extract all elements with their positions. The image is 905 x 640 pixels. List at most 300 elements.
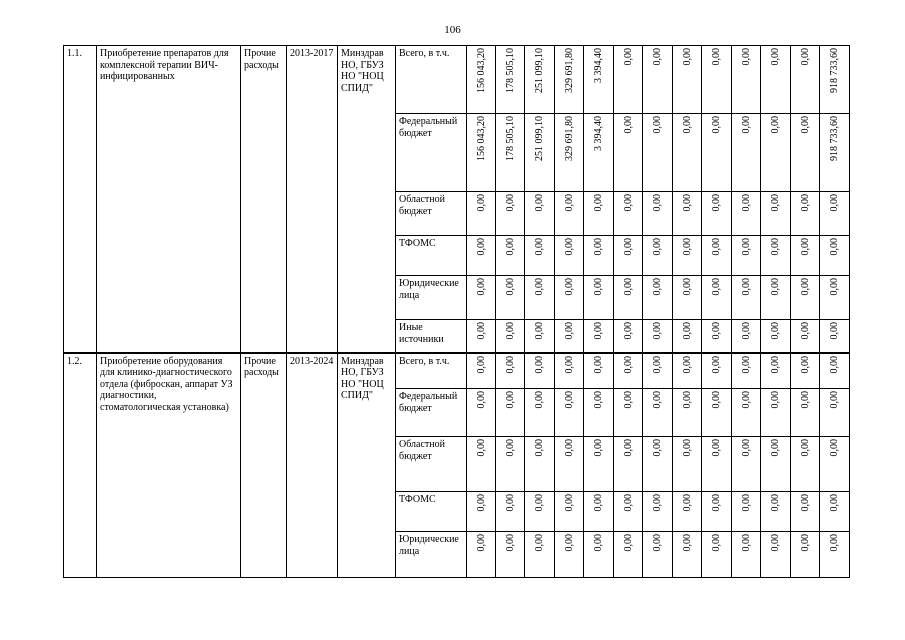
amount-value: 0,00: [711, 322, 722, 340]
amount-cell: [673, 236, 702, 276]
amount-value: 0,00: [504, 494, 516, 512]
amount-cell: [761, 389, 791, 437]
amount-cell: [496, 532, 525, 578]
amount-cell: [614, 389, 643, 437]
amount-value: 0,00: [681, 355, 693, 373]
amount-cell: [702, 353, 732, 389]
amount-value: 0,00: [681, 391, 693, 409]
amount-value: 0,00: [622, 391, 634, 409]
amount-cell: [467, 320, 496, 353]
amount-value: 0,00: [799, 194, 811, 212]
amount-cell: [791, 320, 820, 353]
amount-value: 0,00: [475, 534, 487, 552]
amount-cell: [584, 492, 614, 532]
amount-value: 0,00: [622, 534, 634, 552]
executor: Минздрав НО, ГБУЗ НО "НОЦ СПИД": [338, 46, 396, 353]
amount-value: 0,00: [829, 322, 840, 340]
amount-value: 0,00: [740, 494, 752, 512]
amount-value: 0,00: [770, 116, 781, 134]
amount-value: 0,00: [652, 238, 663, 256]
amount-value: 0,00: [799, 238, 811, 256]
amount-value: 251 099,10: [534, 48, 545, 93]
funding-source-label: Юридические лица: [396, 276, 467, 320]
period: 2013-2017: [287, 46, 338, 353]
amount-cell: [732, 46, 761, 114]
amount-cell: [643, 532, 673, 578]
amount-value: 0,00: [504, 322, 516, 340]
funding-source-label: Юридические лица: [396, 532, 467, 578]
amount-value: 0,00: [622, 322, 634, 340]
table-row: [64, 46, 850, 114]
amount-value: 0,00: [534, 322, 545, 340]
amount-cell: [732, 389, 761, 437]
amount-value: 0,00: [829, 439, 840, 457]
amount-value: 0,00: [622, 48, 634, 66]
amount-cell: [584, 353, 614, 389]
amount-value: 0,00: [563, 238, 575, 256]
amount-value: 0,00: [681, 278, 693, 296]
amount-cell: [467, 276, 496, 320]
amount-cell: [555, 320, 584, 353]
amount-value: 0,00: [504, 278, 516, 296]
amount-cell: [496, 353, 525, 389]
amount-cell: [673, 437, 702, 492]
amount-value: 0,00: [711, 439, 722, 457]
amount-value: 0,00: [799, 116, 811, 134]
amount-cell: [732, 320, 761, 353]
amount-value: 0,00: [740, 534, 752, 552]
amount-cell: [496, 276, 525, 320]
amount-value: 0,00: [563, 534, 575, 552]
amount-cell: [761, 192, 791, 236]
table-row: [64, 353, 850, 389]
amount-value: 0,00: [829, 194, 840, 212]
amount-value: 0,00: [799, 391, 811, 409]
amount-value: 918 733,60: [829, 116, 840, 161]
amount-value: 0,00: [829, 534, 840, 552]
amount-cell: [702, 492, 732, 532]
amount-value: 0,00: [652, 278, 663, 296]
amount-value: 0,00: [681, 194, 693, 212]
amount-value: 0,00: [799, 48, 811, 66]
funding-source-label: ТФОМС: [396, 492, 467, 532]
amount-value: 0,00: [829, 238, 840, 256]
amount-value: 0,00: [652, 534, 663, 552]
amount-value: 0,00: [563, 278, 575, 296]
amount-value: 156 043,20: [475, 48, 487, 93]
funding-source-label: Федеральный бюджет: [396, 114, 467, 192]
amount-cell: [791, 437, 820, 492]
amount-value: 0,00: [829, 391, 840, 409]
amount-cell: [643, 389, 673, 437]
amount-cell: [820, 276, 850, 320]
amount-value: 0,00: [740, 194, 752, 212]
amount-value: 0,00: [740, 355, 752, 373]
period: 2013-2024: [287, 353, 338, 578]
amount-value: 0,00: [829, 494, 840, 512]
amount-value: 0,00: [475, 391, 487, 409]
amount-cell: [791, 276, 820, 320]
amount-value: 0,00: [475, 494, 487, 512]
amount-value: 0,00: [829, 278, 840, 296]
amount-cell: [732, 437, 761, 492]
amount-value: 0,00: [799, 322, 811, 340]
amount-value: 0,00: [770, 494, 781, 512]
amount-cell: [525, 492, 555, 532]
funding-source-label: Иные источники: [396, 320, 467, 353]
amount-cell: [702, 236, 732, 276]
amount-value: 0,00: [534, 494, 545, 512]
amount-cell: [584, 389, 614, 437]
amount-value: 0,00: [652, 439, 663, 457]
amount-cell: [525, 192, 555, 236]
amount-value: 0,00: [652, 194, 663, 212]
amount-value: 0,00: [504, 238, 516, 256]
amount-cell: [584, 532, 614, 578]
amount-value: 0,00: [622, 238, 634, 256]
amount-value: 0,00: [475, 238, 487, 256]
amount-cell: [761, 437, 791, 492]
amount-value: 0,00: [652, 116, 663, 134]
amount-value: 156 043,20: [475, 116, 487, 161]
amount-value: 0,00: [740, 322, 752, 340]
funding-source-label: Всего, в т.ч.: [396, 46, 467, 114]
amount-value: 0,00: [770, 439, 781, 457]
amount-value: 0,00: [681, 534, 693, 552]
amount-cell: [614, 532, 643, 578]
amount-cell: [614, 236, 643, 276]
amount-value: 0,00: [770, 322, 781, 340]
amount-value: 0,00: [563, 391, 575, 409]
amount-cell: [820, 320, 850, 353]
amount-cell: [820, 192, 850, 236]
amount-cell: [496, 492, 525, 532]
amount-value: 918 733,60: [829, 48, 840, 93]
amount-cell: [614, 46, 643, 114]
amount-cell: [614, 192, 643, 236]
amount-cell: [584, 192, 614, 236]
amount-value: 0,00: [652, 48, 663, 66]
activity-name: Приобретение оборудования для клинико-диагностического отдела (фиброскан, аппарат УЗ диагностики, стоматологическая установка): [97, 353, 241, 578]
amount-cell: [761, 46, 791, 114]
amount-cell: [791, 389, 820, 437]
amount-cell: [702, 532, 732, 578]
funding-source-label: Всего, в т.ч.: [396, 353, 467, 389]
amount-value: 0,00: [711, 494, 722, 512]
amount-cell: [555, 437, 584, 492]
amount-cell: [761, 532, 791, 578]
amount-cell: [791, 236, 820, 276]
amount-value: 0,00: [770, 355, 781, 373]
amount-cell: [555, 276, 584, 320]
amount-cell: [732, 353, 761, 389]
amount-value: 0,00: [622, 194, 634, 212]
funding-source-label: Федеральный бюджет: [396, 389, 467, 437]
amount-value: 0,00: [534, 238, 545, 256]
amount-value: 329 691,80: [563, 116, 575, 161]
amount-cell: [584, 320, 614, 353]
amount-value: 178 505,10: [504, 116, 516, 161]
amount-value: 0,00: [799, 278, 811, 296]
amount-cell: [732, 532, 761, 578]
amount-cell: [820, 236, 850, 276]
amount-cell: [467, 532, 496, 578]
amount-cell: [614, 492, 643, 532]
amount-value: 0,00: [622, 355, 634, 373]
amount-cell: [820, 532, 850, 578]
amount-value: 0,00: [593, 194, 604, 212]
amount-cell: [496, 389, 525, 437]
amount-cell: [702, 114, 732, 192]
amount-value: 0,00: [681, 494, 693, 512]
amount-cell: [791, 114, 820, 192]
amount-cell: [643, 46, 673, 114]
amount-cell: [525, 389, 555, 437]
amount-value: 0,00: [740, 391, 752, 409]
amount-value: 0,00: [711, 238, 722, 256]
amount-cell: [525, 236, 555, 276]
amount-value: 0,00: [593, 494, 604, 512]
amount-cell: [643, 236, 673, 276]
budget-table: [63, 45, 850, 578]
amount-value: 178 505,10: [504, 48, 516, 93]
amount-value: 0,00: [799, 439, 811, 457]
amount-value: 0,00: [593, 355, 604, 373]
amount-value: 0,00: [740, 238, 752, 256]
amount-cell: [761, 236, 791, 276]
amount-cell: [761, 492, 791, 532]
amount-value: 0,00: [711, 355, 722, 373]
amount-value: 0,00: [504, 391, 516, 409]
executor: Минздрав НО, ГБУЗ НО "НОЦ СПИД": [338, 353, 396, 578]
amount-value: 0,00: [475, 278, 487, 296]
amount-cell: [555, 353, 584, 389]
amount-value: 0,00: [534, 391, 545, 409]
amount-cell: [525, 320, 555, 353]
amount-cell: [673, 192, 702, 236]
amount-value: 0,00: [799, 355, 811, 373]
amount-cell: [467, 437, 496, 492]
amount-value: 0,00: [740, 439, 752, 457]
amount-cell: [761, 353, 791, 389]
amount-value: 0,00: [799, 494, 811, 512]
amount-cell: [643, 492, 673, 532]
amount-cell: [673, 46, 702, 114]
amount-value: 0,00: [770, 238, 781, 256]
amount-value: 0,00: [563, 322, 575, 340]
page-number: 106: [444, 24, 461, 36]
amount-value: 0,00: [504, 439, 516, 457]
amount-value: 329 691,80: [563, 48, 575, 93]
amount-value: 0,00: [504, 534, 516, 552]
amount-cell: [467, 114, 496, 192]
amount-cell: [614, 320, 643, 353]
amount-value: 0,00: [622, 116, 634, 134]
amount-value: 0,00: [681, 238, 693, 256]
amount-value: 0,00: [740, 116, 752, 134]
amount-cell: [820, 492, 850, 532]
amount-cell: [467, 353, 496, 389]
row-number: 1.1.: [64, 46, 97, 353]
amount-cell: [732, 192, 761, 236]
amount-cell: [643, 192, 673, 236]
amount-cell: [761, 114, 791, 192]
amount-value: 0,00: [711, 194, 722, 212]
amount-cell: [791, 192, 820, 236]
amount-value: 0,00: [475, 355, 487, 373]
amount-value: 0,00: [740, 278, 752, 296]
amount-cell: [702, 192, 732, 236]
amount-cell: [584, 114, 614, 192]
amount-value: 0,00: [593, 278, 604, 296]
amount-value: 0,00: [504, 194, 516, 212]
amount-cell: [702, 46, 732, 114]
funding-source-label: ТФОМС: [396, 236, 467, 276]
amount-cell: [761, 320, 791, 353]
amount-cell: [555, 389, 584, 437]
amount-value: 0,00: [770, 194, 781, 212]
amount-cell: [614, 353, 643, 389]
amount-value: 0,00: [622, 494, 634, 512]
amount-cell: [525, 276, 555, 320]
amount-cell: [820, 389, 850, 437]
amount-cell: [467, 492, 496, 532]
amount-value: 0,00: [593, 322, 604, 340]
amount-cell: [555, 492, 584, 532]
amount-value: 0,00: [593, 238, 604, 256]
amount-cell: [555, 114, 584, 192]
amount-cell: [820, 46, 850, 114]
amount-cell: [791, 353, 820, 389]
amount-value: 0,00: [740, 48, 752, 66]
amount-cell: [467, 192, 496, 236]
amount-cell: [820, 114, 850, 192]
row-number: 1.2.: [64, 353, 97, 578]
amount-value: 0,00: [652, 494, 663, 512]
amount-cell: [673, 276, 702, 320]
amount-value: 0,00: [622, 278, 634, 296]
amount-cell: [643, 276, 673, 320]
amount-value: 0,00: [504, 355, 516, 373]
amount-cell: [673, 492, 702, 532]
amount-cell: [643, 114, 673, 192]
amount-cell: [555, 46, 584, 114]
amount-value: 0,00: [652, 355, 663, 373]
amount-cell: [673, 353, 702, 389]
amount-cell: [702, 320, 732, 353]
amount-value: 0,00: [593, 391, 604, 409]
amount-value: 0,00: [711, 391, 722, 409]
budget-table-body: [64, 46, 850, 578]
amount-cell: [496, 192, 525, 236]
amount-cell: [614, 276, 643, 320]
amount-value: 0,00: [711, 278, 722, 296]
amount-value: 0,00: [563, 439, 575, 457]
amount-cell: [496, 114, 525, 192]
amount-cell: [496, 236, 525, 276]
amount-cell: [643, 437, 673, 492]
amount-value: 0,00: [593, 534, 604, 552]
amount-value: 0,00: [770, 391, 781, 409]
amount-cell: [702, 389, 732, 437]
funding-source-label: Областной бюджет: [396, 192, 467, 236]
amount-cell: [496, 46, 525, 114]
amount-cell: [584, 276, 614, 320]
amount-value: 0,00: [534, 278, 545, 296]
funding-source-label: Областной бюджет: [396, 437, 467, 492]
amount-value: 0,00: [652, 322, 663, 340]
amount-cell: [673, 320, 702, 353]
amount-cell: [673, 389, 702, 437]
amount-cell: [732, 492, 761, 532]
amount-cell: [732, 114, 761, 192]
amount-cell: [496, 437, 525, 492]
amount-value: 3 394,40: [593, 48, 604, 83]
expense-type: Прочие расходы: [241, 353, 287, 578]
amount-cell: [643, 353, 673, 389]
amount-value: 0,00: [711, 48, 722, 66]
amount-value: 0,00: [563, 494, 575, 512]
amount-cell: [584, 46, 614, 114]
amount-cell: [732, 276, 761, 320]
amount-value: 0,00: [681, 48, 693, 66]
amount-cell: [467, 46, 496, 114]
amount-cell: [555, 532, 584, 578]
amount-cell: [673, 532, 702, 578]
amount-cell: [702, 437, 732, 492]
amount-cell: [791, 532, 820, 578]
amount-value: 0,00: [681, 322, 693, 340]
amount-cell: [525, 114, 555, 192]
amount-cell: [732, 236, 761, 276]
amount-value: 0,00: [593, 439, 604, 457]
amount-cell: [555, 192, 584, 236]
amount-cell: [467, 236, 496, 276]
amount-value: 0,00: [652, 391, 663, 409]
amount-value: 0,00: [475, 194, 487, 212]
amount-value: 0,00: [829, 355, 840, 373]
amount-cell: [525, 532, 555, 578]
amount-value: 0,00: [475, 439, 487, 457]
expense-type: Прочие расходы: [241, 46, 287, 353]
amount-value: 0,00: [534, 355, 545, 373]
amount-value: 251 099,10: [534, 116, 545, 161]
amount-value: 0,00: [770, 534, 781, 552]
amount-cell: [496, 320, 525, 353]
amount-cell: [791, 492, 820, 532]
amount-value: 0,00: [534, 194, 545, 212]
amount-value: 0,00: [475, 322, 487, 340]
amount-value: 0,00: [681, 439, 693, 457]
amount-cell: [467, 389, 496, 437]
amount-value: 0,00: [770, 278, 781, 296]
activity-name: Приобретение препаратов для комплексной терапии ВИЧ-инфицированных: [97, 46, 241, 353]
amount-value: 0,00: [711, 534, 722, 552]
amount-cell: [761, 276, 791, 320]
amount-cell: [614, 437, 643, 492]
amount-value: 0,00: [563, 194, 575, 212]
amount-value: 3 394,40: [593, 116, 604, 151]
amount-cell: [702, 276, 732, 320]
amount-value: 0,00: [563, 355, 575, 373]
amount-cell: [525, 46, 555, 114]
amount-cell: [673, 114, 702, 192]
amount-value: 0,00: [534, 534, 545, 552]
amount-cell: [791, 46, 820, 114]
amount-cell: [643, 320, 673, 353]
amount-value: 0,00: [534, 439, 545, 457]
amount-value: 0,00: [622, 439, 634, 457]
